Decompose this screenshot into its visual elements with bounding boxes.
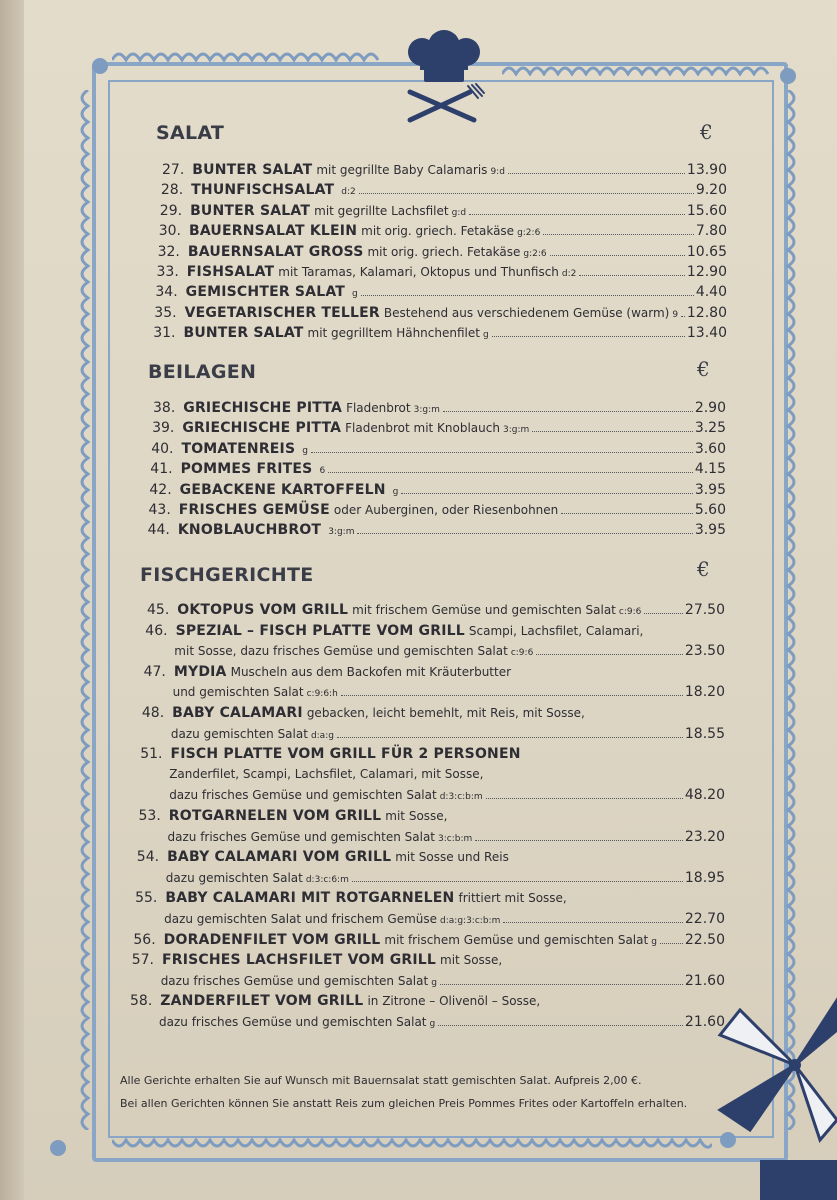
dot-leader <box>508 173 685 174</box>
footer-note-beilage: Bei allen Gerichten können Sie anstatt Reis zum gleichen Preis Pommes Frites oder Kartoffeln erhalten. <box>120 1097 688 1110</box>
item-number: 54. <box>136 849 160 866</box>
item-price: 4.40 <box>695 284 727 301</box>
dot-leader <box>341 695 683 696</box>
dot-leader <box>486 798 683 799</box>
item-number: 43. <box>148 502 171 518</box>
item-description: mit gegrillte Lachsfilet <box>314 203 449 218</box>
dot-leader <box>352 881 683 882</box>
menu-item-row <box>145 623 725 643</box>
allergen-codes: g <box>429 1019 436 1029</box>
item-price: 18.20 <box>684 684 725 701</box>
item-price: 21.60 <box>684 972 725 989</box>
item-number: 47. <box>143 663 166 680</box>
menu-item-row <box>133 932 725 952</box>
menu-item-row <box>169 767 725 787</box>
item-name: ZANDERFILET VOM GRILL <box>160 993 364 1010</box>
allergen-codes: 3:c:b:m <box>438 833 473 844</box>
allergen-codes: c:9:6 <box>510 648 534 659</box>
currency-symbol-fischgerichte: € <box>697 557 710 581</box>
item-description: oder Auberginen, oder Riesenbohnen <box>333 503 559 517</box>
item-number: 40. <box>151 440 174 457</box>
wave-border-right <box>786 90 800 1130</box>
menu-item-row <box>166 870 725 890</box>
allergen-codes: 9 <box>672 309 679 320</box>
item-name: OKTOPUS VOM GRILL <box>177 602 349 618</box>
item-name: FRISCHES LACHSFILET VOM GRILL <box>161 952 437 969</box>
item-name: TOMATENREIS <box>181 440 296 457</box>
dot-leader <box>311 452 693 453</box>
menu-item-row <box>151 441 726 461</box>
item-name: KNOBLAUCHBROT <box>177 522 322 539</box>
menu-item-row <box>155 284 727 304</box>
item-description: Scampi, Lachsfilet, Calamari, <box>468 623 644 638</box>
menu-item-row <box>130 993 725 1013</box>
item-description: mit Sosse, <box>440 953 503 968</box>
menu-item-row <box>135 890 725 910</box>
item-number: 57. <box>131 952 154 969</box>
allergen-codes: c:9:6 <box>618 607 642 617</box>
dot-leader <box>532 431 693 432</box>
item-number: 29. <box>159 202 183 219</box>
item-description: mit orig. griech. Fetakäse <box>367 244 521 259</box>
item-number: 55. <box>135 890 158 907</box>
item-name: VEGETARISCHER TELLER <box>184 304 380 321</box>
item-description: frittiert mit Sosse, <box>458 891 567 906</box>
allergen-codes: c:9:6:h <box>306 689 338 700</box>
item-price: 13.40 <box>686 325 727 342</box>
item-price: 12.90 <box>686 264 727 280</box>
allergen-codes: d:3:c:6:m <box>305 874 349 885</box>
item-price: 13.90 <box>686 162 727 178</box>
dot-leader <box>561 513 693 514</box>
item-name: ROTGARNELEN VOM GRILL <box>168 808 382 824</box>
item-number: 51. <box>140 746 163 763</box>
item-name: FISCH PLATTE VOM GRILL FÜR 2 PERSONEN <box>170 746 521 763</box>
item-description-continued: dazu frisches Gemüse und gemischten Salat <box>159 1015 427 1029</box>
menu-item-row <box>132 952 725 972</box>
corner-dot-bottom-left <box>50 1140 66 1156</box>
allergen-codes: d:2 <box>561 269 577 279</box>
chef-hat-icon <box>398 30 490 130</box>
dot-leader <box>475 840 683 841</box>
item-description: mit frischem Gemüse und gemischten Salat <box>384 932 649 947</box>
item-number: 30. <box>158 223 181 240</box>
dot-leader <box>401 493 692 494</box>
wave-border-left <box>76 90 90 1130</box>
item-price: 18.95 <box>684 869 725 886</box>
item-price: 23.50 <box>684 643 725 660</box>
dot-leader <box>550 255 685 256</box>
item-name: BAUERNSALAT GROSS <box>187 243 364 260</box>
item-name: SPEZIAL – FISCH PLATTE VOM GRILL <box>175 622 465 639</box>
item-name: GEBACKENE KARTOFFELN <box>179 481 386 498</box>
menu-item-row <box>150 461 726 481</box>
item-name: BABY CALAMARI VOM GRILL <box>167 849 392 866</box>
menu-item-row <box>144 664 725 684</box>
menu-item-row <box>157 264 728 284</box>
item-description: Fladenbrot mit Knoblauch <box>345 421 500 436</box>
item-price: 21.60 <box>684 1014 725 1030</box>
dot-leader <box>438 1025 683 1026</box>
item-number: 53. <box>138 808 161 824</box>
item-description: mit Taramas, Kalamari, Oktopus und Thunfisch <box>278 265 559 279</box>
item-price: 18.55 <box>684 725 725 742</box>
item-price: 3.95 <box>694 481 726 498</box>
item-price: 5.60 <box>694 502 726 518</box>
item-name: GRIECHISCHE PITTA <box>182 420 342 437</box>
menu-item-row <box>142 705 725 725</box>
allergen-codes: g <box>352 289 358 300</box>
item-number: 32. <box>157 243 180 260</box>
menu-item-row <box>171 726 725 746</box>
crossed-knife-fork-icon <box>410 84 484 120</box>
dot-leader <box>359 193 694 194</box>
item-name: DORADENFILET VOM GRILL <box>163 931 381 948</box>
currency-symbol-beilagen: € <box>697 357 710 381</box>
item-number: 35. <box>154 304 177 321</box>
menu-item-row <box>173 684 725 704</box>
item-price: 3.25 <box>694 420 726 437</box>
menu-item-row <box>149 482 726 502</box>
wave-border-bottom <box>112 1138 712 1152</box>
section-title-salat: SALAT <box>156 122 225 144</box>
menu-item-row <box>147 602 725 622</box>
item-number: 46. <box>145 622 168 639</box>
dot-leader <box>543 234 694 235</box>
menu-item-row <box>159 1014 725 1034</box>
menu-item-row <box>161 973 725 993</box>
dot-leader <box>492 336 685 337</box>
allergen-codes: 9:d <box>490 167 505 177</box>
dot-leader <box>579 275 685 276</box>
allergen-codes: g <box>651 936 657 947</box>
item-name: THUNFISCHSALAT <box>191 182 335 199</box>
allergen-codes: 6 <box>319 466 326 477</box>
item-description: mit gegrillte Baby Calamaris <box>316 163 488 177</box>
item-description-continued: dazu gemischten Salat <box>170 726 308 741</box>
menu-item-row <box>148 522 726 542</box>
allergen-codes: d:a:g:3:c:b:m <box>440 916 501 926</box>
menu-item-row <box>161 182 727 202</box>
dot-leader <box>357 533 692 534</box>
menu-item-row <box>160 203 727 223</box>
menu-item-row <box>158 244 727 264</box>
item-name: BABY CALAMARI <box>172 705 303 721</box>
item-name: FISHSALAT <box>186 264 275 280</box>
item-price: 3.95 <box>694 522 726 539</box>
item-price: 12.80 <box>686 304 727 321</box>
allergen-codes: g <box>482 330 489 341</box>
item-price: 15.60 <box>686 202 727 219</box>
dot-leader <box>469 214 685 215</box>
item-name: BAUERNSALAT KLEIN <box>188 223 358 240</box>
menu-item-row <box>162 162 727 182</box>
item-description: mit orig. griech. Fetakäse <box>361 224 515 239</box>
item-description: mit gegrilltem Hähnchenfilet <box>307 326 480 341</box>
menu-item-row <box>140 746 725 766</box>
menu-item-row <box>169 787 725 807</box>
item-number: 48. <box>141 705 165 721</box>
item-number: 31. <box>153 325 176 342</box>
menu-item-row <box>168 829 726 849</box>
menu-item-row <box>137 849 725 869</box>
allergen-codes: g:2:6 <box>517 228 541 239</box>
allergen-codes: 3:g:m <box>502 425 530 436</box>
item-number: 27. <box>162 162 185 178</box>
item-name: GEMISCHTER SALAT <box>185 284 346 301</box>
item-price: 23.20 <box>684 828 725 845</box>
menu-item-row <box>154 305 727 325</box>
item-number: 38. <box>153 400 176 416</box>
item-number: 39. <box>152 420 175 437</box>
menu-item-row <box>159 223 727 243</box>
item-price: 2.90 <box>694 400 726 416</box>
wave-border-top-right <box>502 62 770 76</box>
item-price: 27.50 <box>684 602 725 618</box>
dot-leader <box>328 472 693 473</box>
allergen-codes: d:3:c:b:m <box>439 792 483 803</box>
allergen-codes: 3:g:m <box>413 405 440 415</box>
item-name: BABY CALAMARI MIT ROTGARNELEN <box>165 890 455 907</box>
allergen-codes: 3:g:m <box>328 527 355 538</box>
item-description-continued: Zanderfilet, Scampi, Lachsfilet, Calamari, mit Sosse, <box>169 766 484 781</box>
item-name: BUNTER SALAT <box>192 162 313 178</box>
item-price: 10.65 <box>686 243 727 260</box>
menu-item-row <box>153 400 726 420</box>
dot-leader <box>536 654 683 655</box>
item-description: gebacken, leicht bemehlt, mit Reis, mit Sosse, <box>306 706 585 720</box>
menu-item-row <box>139 808 726 828</box>
dot-leader <box>644 613 683 614</box>
item-number: 56. <box>133 931 156 948</box>
item-description: mit Sosse und Reis <box>395 850 509 865</box>
allergen-codes: g <box>392 486 399 497</box>
corner-dot-top-left <box>92 58 108 74</box>
menu-item-row <box>152 420 726 440</box>
item-description-continued: dazu frisches Gemüse und gemischten Salat <box>169 788 437 803</box>
item-number: 45. <box>147 602 170 618</box>
dot-leader <box>361 295 694 296</box>
item-description: mit Sosse, <box>385 809 448 823</box>
corner-dot-top-right <box>780 68 796 84</box>
item-description: Muscheln aus dem Backofen mit Kräuterbutter <box>230 664 512 679</box>
menu-item-row <box>174 643 725 663</box>
footer-note-bauernsalat: Alle Gerichte erhalten Sie auf Wunsch mit Bauernsalat statt gemischten Salat. Aufpreis 2,00 €. <box>120 1074 642 1087</box>
allergen-codes: g:d <box>451 207 467 218</box>
section-title-fischgerichte: FISCHGERICHTE <box>140 564 314 586</box>
item-description-continued: dazu frisches Gemüse und gemischten Salat <box>160 973 429 988</box>
item-name: BUNTER SALAT <box>190 202 311 219</box>
dot-leader <box>337 737 683 738</box>
item-number: 41. <box>150 461 173 478</box>
menu-item-row <box>164 911 725 931</box>
dot-leader <box>440 984 683 985</box>
item-description: Bestehend aus verschiedenem Gemüse (warm) <box>383 305 670 320</box>
item-price: 3.60 <box>694 440 726 457</box>
item-description-continued: dazu gemischten Salat <box>165 870 303 885</box>
item-description-continued: mit Sosse, dazu frisches Gemüse und gemischten Salat <box>174 644 508 659</box>
item-description: mit frischem Gemüse und gemischten Salat <box>352 603 616 617</box>
section-title-beilagen: BEILAGEN <box>148 361 257 383</box>
item-number: 28. <box>160 182 184 199</box>
dot-leader <box>660 943 683 944</box>
item-number: 58. <box>130 993 153 1010</box>
item-number: 42. <box>149 481 172 498</box>
allergen-codes: g <box>302 445 308 456</box>
item-price: 22.70 <box>684 911 725 927</box>
item-number: 34. <box>155 284 178 301</box>
item-number: 33. <box>156 264 179 280</box>
item-price: 4.15 <box>694 461 726 478</box>
allergen-codes: d:a:g <box>310 730 334 741</box>
item-price: 9.20 <box>695 182 727 199</box>
dot-leader <box>681 316 685 317</box>
item-description-continued: dazu frisches Gemüse und gemischten Salat <box>167 829 436 844</box>
item-price: 7.80 <box>695 223 727 240</box>
allergen-codes: g:2:6 <box>523 248 547 259</box>
item-description: Fladenbrot <box>346 401 411 415</box>
menu-item-row <box>149 502 727 522</box>
item-name: BUNTER SALAT <box>183 325 304 342</box>
item-name: GRIECHISCHE PITTA <box>183 400 343 416</box>
item-name: MYDIA <box>173 663 227 680</box>
item-description: in Zitrone – Olivenöl – Sosse, <box>367 994 541 1009</box>
allergen-codes: d:2 <box>341 187 356 198</box>
item-description-continued: und gemischten Salat <box>172 685 304 700</box>
currency-symbol-salat: € <box>700 120 713 144</box>
item-description-continued: dazu gemischten Salat und frischem Gemüse <box>164 912 438 926</box>
allergen-codes: g <box>431 977 437 988</box>
item-name: POMMES FRITES <box>180 461 313 478</box>
page-edge <box>0 0 24 1200</box>
dot-leader <box>443 411 693 412</box>
item-price: 22.50 <box>684 931 725 948</box>
item-price: 48.20 <box>684 787 725 804</box>
dot-leader <box>503 922 683 923</box>
item-name: FRISCHES GEMÜSE <box>178 502 330 518</box>
wave-border-top-left <box>112 48 382 62</box>
item-number: 44. <box>147 522 170 539</box>
menu-item-row <box>153 325 727 345</box>
